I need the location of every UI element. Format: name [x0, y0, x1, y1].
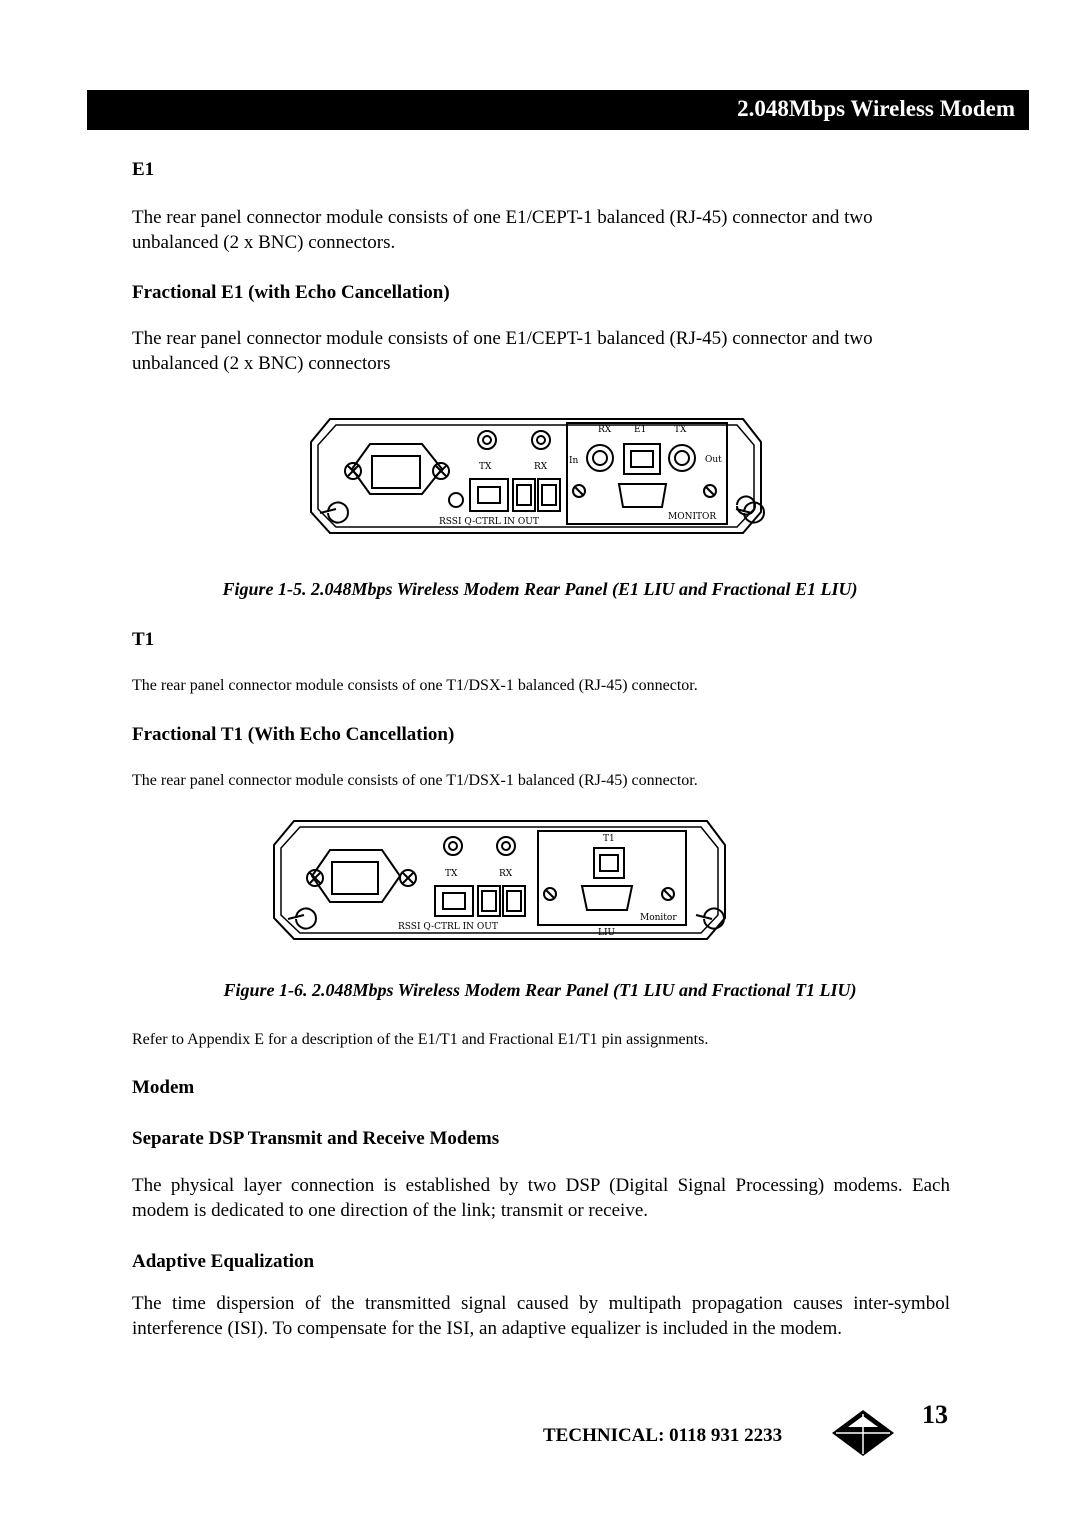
- footer-technical: TECHNICAL: 0118 931 2233: [543, 1425, 783, 1446]
- dsp-body: The physical layer connection is established by two DSP (Digital Signal Processing) modems. Each modem is dedicated to one direction of the link; transmit or receive.: [132, 1175, 950, 1221]
- heading-fractional-t1: Fractional T1 (With Echo Cancellation): [132, 724, 455, 745]
- fractional-e1-body: The rear panel connector module consists of one E1/CEPT-1 balanced (RJ-45) connector and two unbalanced (2 x BNC) connectors: [132, 328, 873, 374]
- label-monitor: MONITOR: [668, 512, 717, 522]
- label-bottom-row: RSSI Q-CTRL IN OUT: [398, 922, 498, 932]
- page-number: 13: [922, 1400, 948, 1429]
- label-tx: TX: [445, 869, 458, 879]
- heading-t1: T1: [132, 629, 155, 650]
- header-title: 2.048Mbps Wireless Modem: [737, 96, 1015, 121]
- heading-fractional-e1: Fractional E1 (with Echo Cancellation): [132, 282, 450, 303]
- figure-e1-rear-panel: [306, 414, 766, 536]
- fractional-t1-body: The rear panel connector module consists of one T1/DSX-1 balanced (RJ-45) connector.: [132, 772, 698, 789]
- heading-modem: Modem: [132, 1077, 195, 1098]
- e1-body: The rear panel connector module consists of one E1/CEPT-1 balanced (RJ-45) connector and two unbalanced (2 x BNC) connectors.: [132, 207, 873, 253]
- label-module-tx: TX: [674, 425, 687, 435]
- black-box-logo-icon: [830, 1408, 896, 1458]
- label-e1: E1: [634, 425, 647, 435]
- label-out: Out: [705, 455, 722, 465]
- t1-body: The rear panel connector module consists of one T1/DSX-1 balanced (RJ-45) connector.: [132, 677, 698, 694]
- figure-1-6-caption: Figure 1-6. 2.048Mbps Wireless Modem Rear Panel (T1 LIU and Fractional T1 LIU): [223, 980, 857, 1000]
- heading-e1: E1: [132, 159, 155, 180]
- label-module-rx: RX: [598, 425, 612, 435]
- label-monitor: Monitor: [640, 913, 677, 923]
- subheading-dsp: Separate DSP Transmit and Receive Modems: [132, 1128, 500, 1149]
- figure-1-5-caption: Figure 1-5. 2.048Mbps Wireless Modem Rear Panel (E1 LIU and Fractional E1 LIU): [222, 579, 858, 599]
- adaptive-body: The time dispersion of the transmitted signal caused by multipath propagation causes inter-symbol interference (ISI). To compensate for the ISI, an adaptive equalizer is included in the modem.: [132, 1293, 950, 1339]
- label-tx: TX: [479, 462, 492, 472]
- figure-t1-rear-panel: [270, 818, 730, 942]
- refer-text: Refer to Appendix E for a description of the E1/T1 and Fractional E1/T1 pin assignments.: [132, 1031, 709, 1048]
- subheading-adaptive-equalization: Adaptive Equalization: [132, 1251, 315, 1272]
- label-rx: RX: [534, 462, 548, 472]
- header-bar: [87, 90, 1029, 130]
- label-t1: T1: [603, 834, 615, 844]
- label-bottom-row: RSSI Q-CTRL IN OUT: [439, 517, 539, 527]
- label-rx: RX: [499, 869, 513, 879]
- label-liu: LIU: [598, 928, 616, 938]
- label-in: In: [569, 456, 579, 466]
